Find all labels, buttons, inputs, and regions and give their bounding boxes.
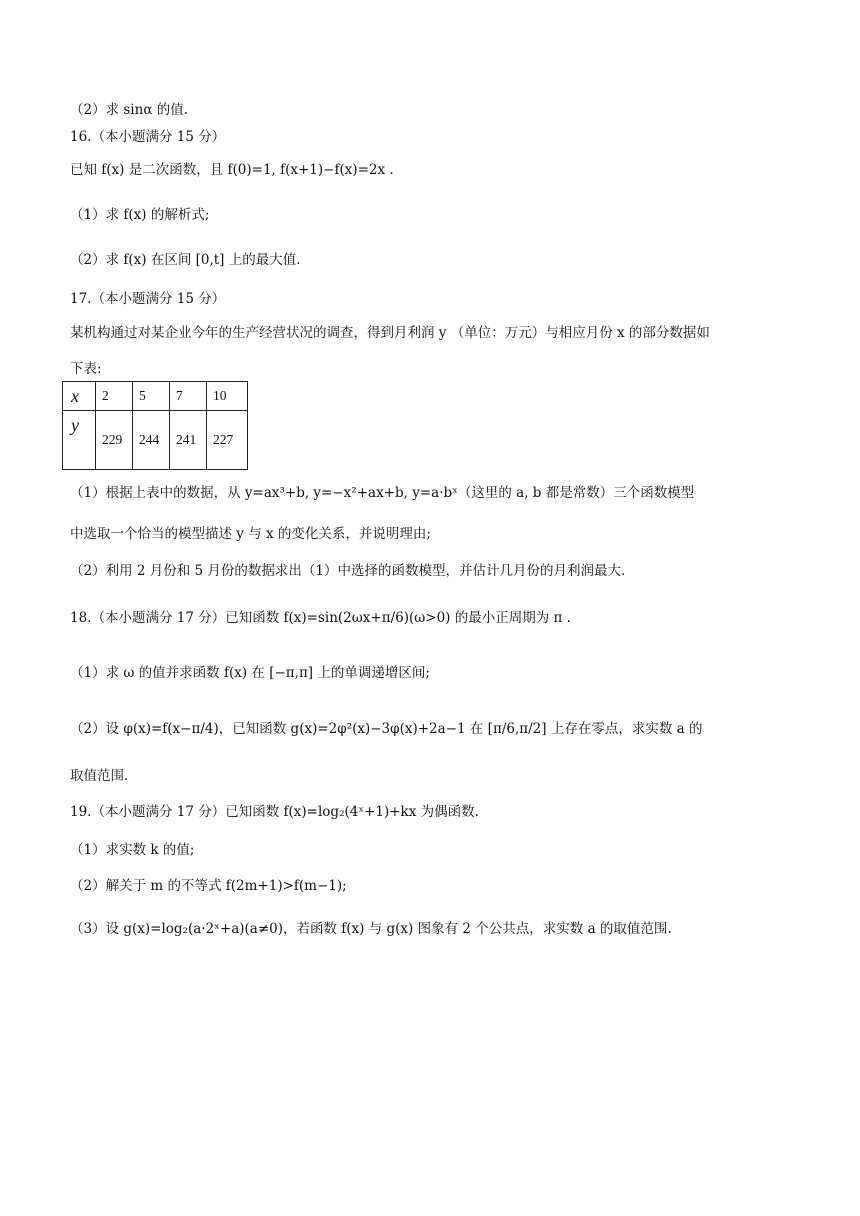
q16-stem: 已知 f(x) 是二次函数，且 f(0)=1, f(x+1)−f(x)=2x . xyxy=(70,162,394,178)
y-cell: 244 xyxy=(133,411,170,470)
y-cell: 241 xyxy=(170,411,207,470)
data-table xyxy=(62,381,248,470)
q19-heading: 19.（本小题满分 17 分）已知函数 f(x)=log₂(4ˣ+1)+kx 为偶函数. xyxy=(70,804,479,820)
q19-part3: （3）设 g(x)=log₂(a·2ˣ+a)(a≠0)，若函数 f(x) 与 g(x) 图象有 2 个公共点，求实数 a 的取值范围. xyxy=(70,921,672,937)
q17-part1-line2: 中选取一个恰当的模型描述 y 与 x 的变化关系，并说明理由; xyxy=(70,526,431,542)
q16-part2: （2）求 f(x) 在区间 [0,t] 上的最大值. xyxy=(70,252,301,268)
q18-part2-line2: 取值范围. xyxy=(70,768,129,784)
y-cell: 227 xyxy=(207,411,248,470)
q16-heading: 16.（本小题满分 15 分） xyxy=(70,129,226,145)
x-cell: 7 xyxy=(170,382,207,411)
x-cell: 5 xyxy=(133,382,170,411)
x-header: x xyxy=(63,382,96,411)
x-cell: 10 xyxy=(207,382,248,411)
q17-stem-line1: 某机构通过对某企业今年的生产经营状况的调查，得到月利润 y （单位：万元）与相应月份 x 的部分数据如 xyxy=(70,325,710,341)
q17-part2: （2）利用 2 月份和 5 月份的数据求出（1）中选择的函数模型，并估计几月份的月利润最大. xyxy=(70,563,626,579)
q17-stem-line2: 下表: xyxy=(70,361,102,377)
x-cell: 2 xyxy=(96,382,133,411)
table-row-y xyxy=(63,411,248,470)
table-row-x xyxy=(63,382,248,411)
q19-part1: （1）求实数 k 的值; xyxy=(70,842,195,858)
q18-heading: 18.（本小题满分 17 分）已知函数 f(x)=sin(2ωx+π/6)(ω>0) 的最小正周期为 π . xyxy=(70,610,571,626)
q18-part2-line1: （2）设 φ(x)=f(x−π/4)，已知函数 g(x)=2φ²(x)−3φ(x)+2a−1 在 [π/6,π/2] 上存在零点，求实数 a 的 xyxy=(70,721,703,737)
q19-part2: （2）解关于 m 的不等式 f(2m+1)>f(m−1); xyxy=(70,878,347,894)
q17-part1-line1: （1）根据上表中的数据，从 y=ax³+b, y=−x²+ax+b, y=a·bˣ（这里的 a, b 都是常数）三个函数模型 xyxy=(70,485,695,501)
q15-part2: （2）求 sinα 的值. xyxy=(70,102,189,118)
y-header: y xyxy=(63,411,96,470)
q16-part1: （1）求 f(x) 的解析式; xyxy=(70,207,210,223)
q18-part1: （1）求 ω 的值并求函数 f(x) 在 [−π,π] 上的单调递增区间; xyxy=(70,665,430,681)
q17-heading: 17.（本小题满分 15 分） xyxy=(70,291,226,307)
y-cell: 229 xyxy=(96,411,133,470)
